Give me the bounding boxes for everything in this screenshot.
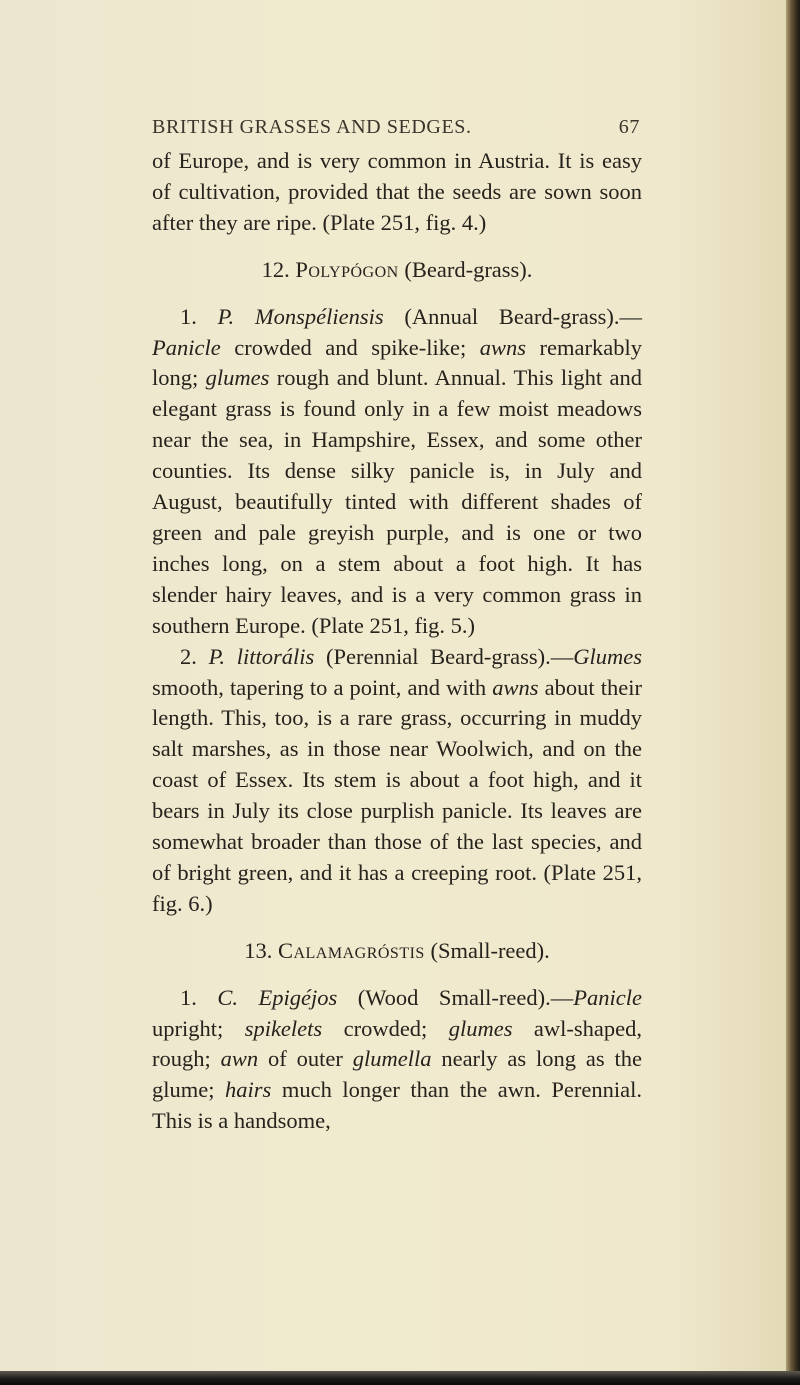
species-common-name: (Annual Beard-grass).— [383, 303, 642, 329]
genus-name: Polypógon [295, 256, 399, 282]
species-name: P. littorális [208, 643, 315, 669]
paragraph-continuation: of Europe, and is very common in Austria. It is easy of cultivation, provided that the seeds are sown soon after they are ripe. (Plate 251, fig. 4.) [152, 148, 642, 235]
entry-text: about their length. This, too, is a rare grass, occurring in muddy salt marshes, as in those near Woolwich, and on the coast of Essex. Its stem is about a foot high, and it bears in July its close purplish panicle. Its leaves are somewhat broader than those of the last species, and of bright green, and it has a creeping root. (Plate 251, fig. 6.) [152, 674, 642, 916]
term-italic: spikelets [244, 1015, 323, 1041]
species-number: 2. [180, 643, 197, 669]
entry-text: much longer than the awn. Perennial. This is a handsome, [152, 1077, 642, 1134]
term-italic: awns [479, 334, 527, 360]
species-common-name: (Perennial Beard-grass).— [314, 643, 574, 669]
species-entry-epigejos [152, 983, 642, 1138]
entry-text: awl-shaped, rough; [152, 1015, 643, 1072]
entry-text: rough and blunt. Annual. This light and elegant grass is found only in a few moist meadows near the sea, in Hampshire, Essex, and some other counties. Its dense silky panicle is, in July and August, beautifully tinted with different shades of green and pale greyish purple, and is one or two inches long, on a stem about a foot high. It has slender hairy leaves, and is a very common grass in southern Europe. (Plate 251, fig. 5.) [152, 365, 642, 638]
entry-text: remarkably long; [152, 334, 642, 391]
species-number: 1. [180, 303, 197, 329]
entry-text: crowded; [322, 1015, 449, 1041]
term-italic: glumella [352, 1046, 432, 1072]
heading-number: 13. [244, 937, 273, 963]
entry-text: crowded and spike-like; [220, 334, 480, 360]
species-entry-monspeliensis [152, 302, 642, 642]
species-common-name: (Wood Small-reed).— [337, 984, 574, 1010]
species-entry-littoralis [152, 642, 642, 920]
entry-text: nearly as long as the glume; [152, 1046, 642, 1103]
genus-common-name: (Beard-grass). [404, 256, 533, 282]
genus-common-name: (Small-reed). [430, 937, 550, 963]
page-binding-edge [786, 0, 800, 1385]
species-name: P. Monspéliensis [217, 303, 384, 329]
species-number: 1. [180, 984, 197, 1010]
page-bottom-edge [0, 1371, 800, 1385]
entry-text: upright; [152, 1015, 245, 1041]
term-italic: glumes [205, 365, 270, 391]
entry-text: smooth, tapering to a point, and with [152, 674, 493, 700]
entry-text: of outer [258, 1046, 353, 1072]
term-italic: awn [220, 1046, 259, 1072]
term-italic: awns [492, 674, 539, 700]
term-italic: Panicle [573, 984, 642, 1010]
species-name: C. Epigéjos [217, 984, 338, 1010]
term-italic: glumes [448, 1015, 513, 1041]
running-title: BRITISH GRASSES AND SEDGES. [152, 116, 472, 138]
page-number: 67 [618, 116, 640, 138]
page-body [152, 146, 642, 1137]
term-italic: Panicle [152, 334, 221, 360]
section-heading-calamagrostis [152, 936, 642, 967]
genus-name: Calamagróstis [277, 937, 425, 963]
term-italic: hairs [225, 1077, 272, 1103]
section-heading-polypogon [152, 255, 642, 286]
term-italic: Glumes [573, 643, 642, 669]
heading-number: 12. [261, 256, 290, 282]
